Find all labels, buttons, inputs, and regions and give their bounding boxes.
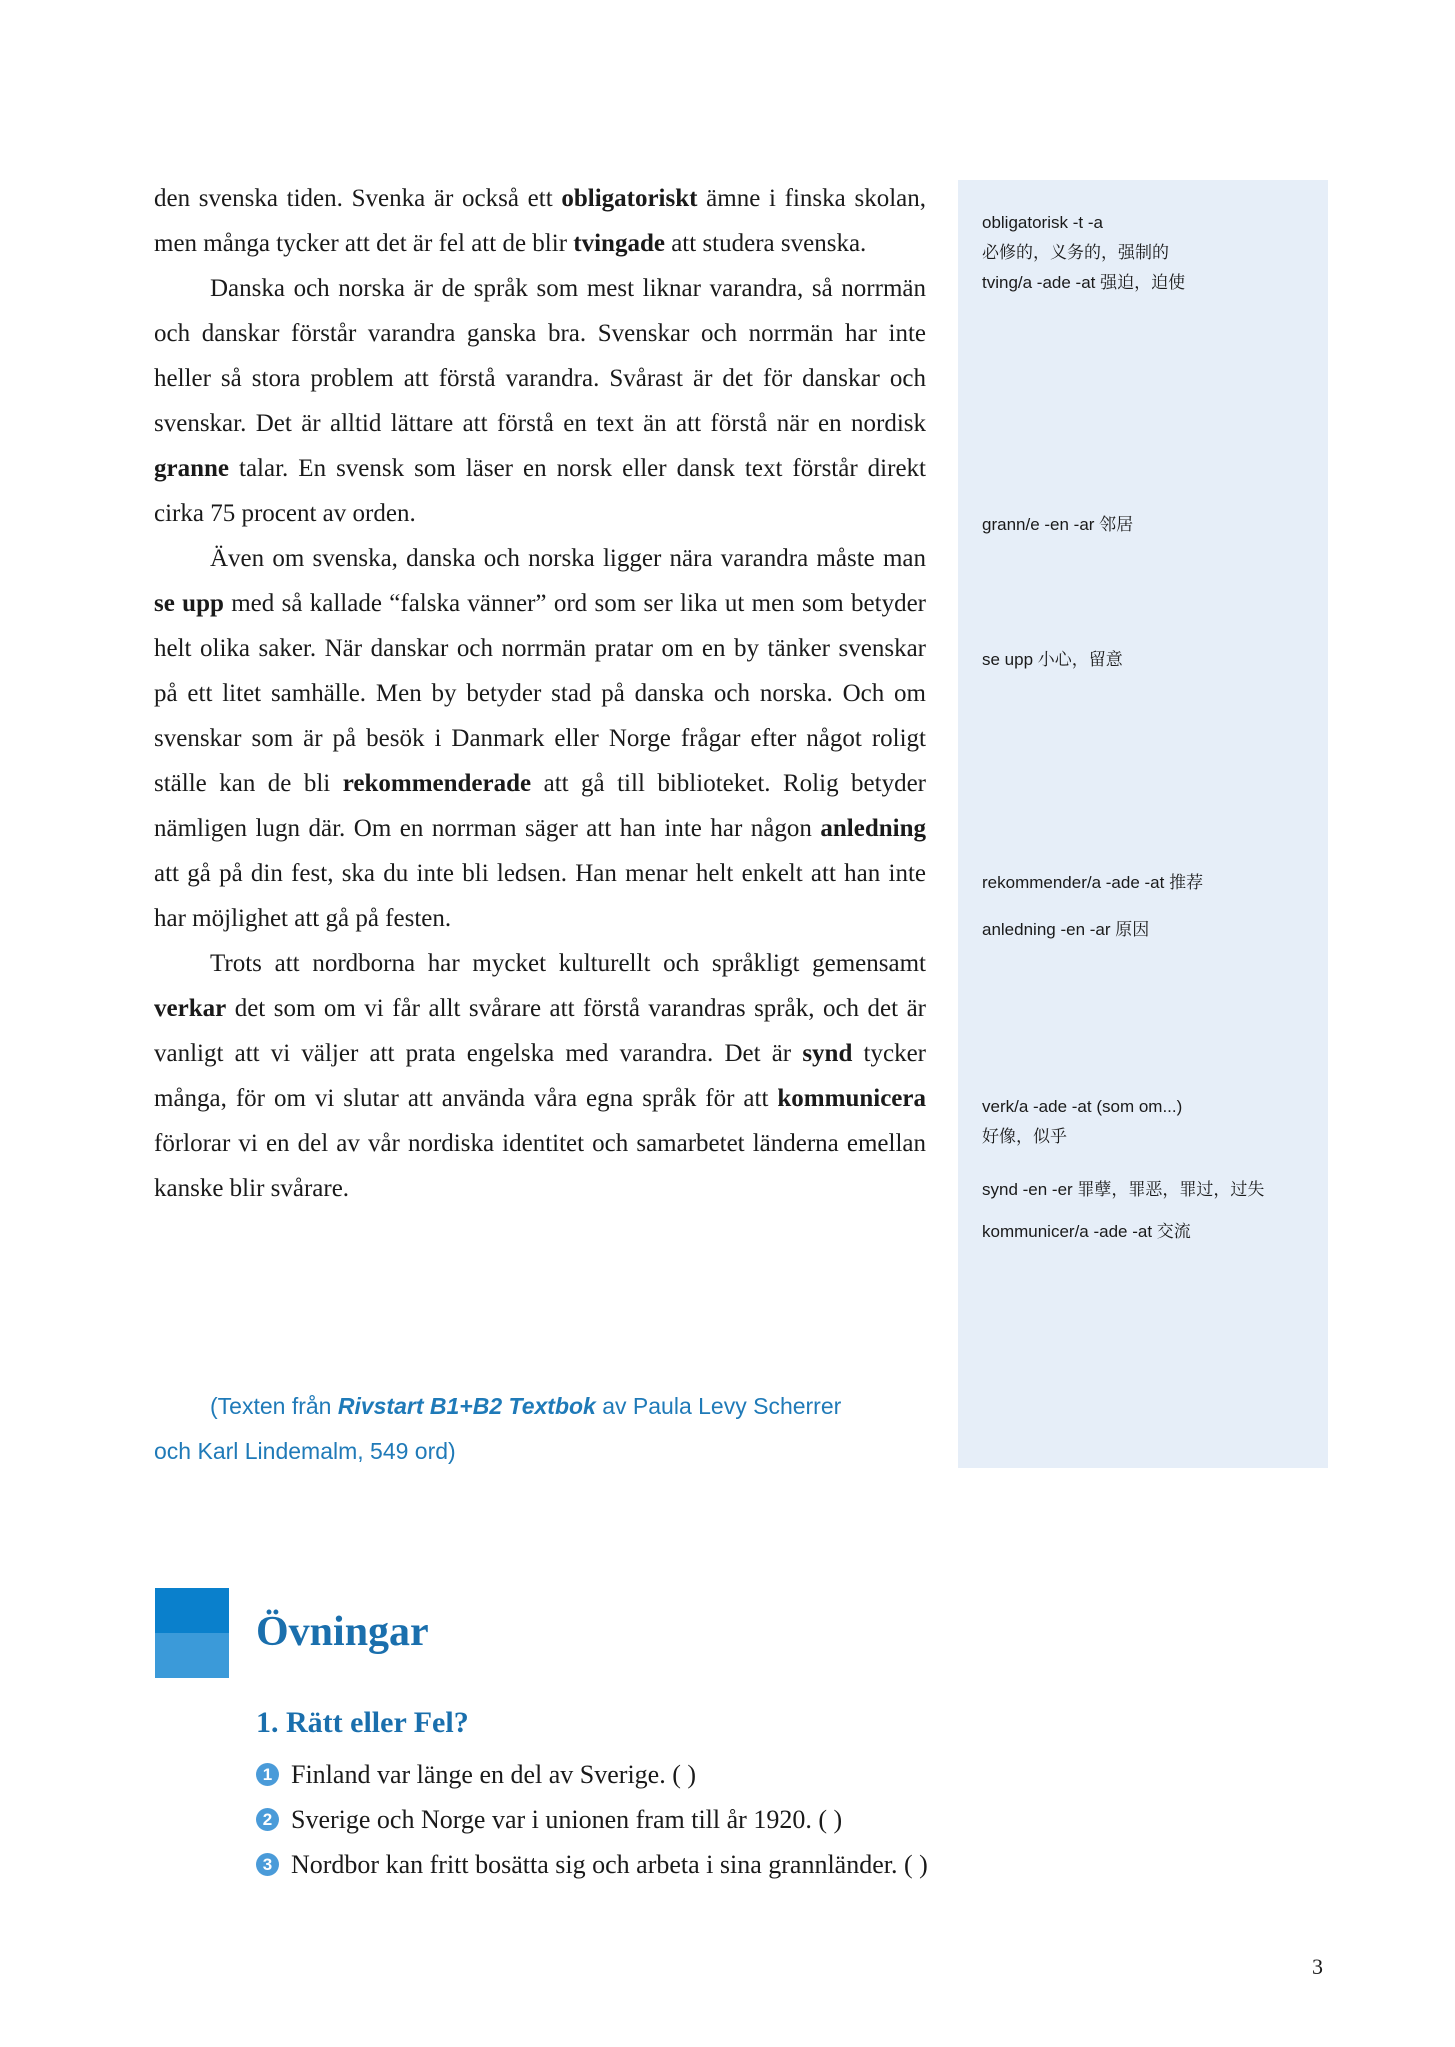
vocab-word: se upp: [154, 590, 224, 617]
page-number: 3: [1312, 1954, 1323, 1979]
vocab-word: obligatoriskt: [561, 185, 698, 212]
glossary-term: synd -en -er 罪孽，罪恶，罪过，过失: [982, 1180, 1265, 1199]
text-run: med så kallade “falska vänner” ord som ser lika ut men som betyder helt olika saker. När danskar och norrmän pratar om en by tänker svenskar på ett litet samhälle. Men by betyder stad på danska och norska. Och om svenskar som är på besök i Danmark eller Norge frågar efter något roligt ställe kan de bli: [154, 590, 926, 797]
glossary-entry: [982, 1175, 1264, 1205]
glossary-entry: [982, 868, 1203, 898]
glossary-term: rekommender/a -ade -at 推荐: [982, 873, 1204, 892]
text-run: Danska och norska är de språk som mest liknar varandra, så norrmän och danskar förstår varandra ganska bra. Svenskar och norrmän har inte heller så stora problem att förstå varandra. Svårast är det för danskar och svenskar. Det är alltid lättare att förstå en text än att förstå när en nordisk: [154, 275, 926, 437]
glossary-term: verk/a -ade -at (som om...): [982, 1097, 1183, 1116]
exercise-statement: Sverige och Norge var i unionen fram till år 1920. ( ): [291, 1805, 843, 1834]
exercise-title: 1. Rätt eller Fel?: [256, 1706, 469, 1739]
vocab-word: synd: [802, 1040, 853, 1067]
text-run: Trots att nordborna har mycket kulturellt och språkligt gemensamt: [210, 950, 926, 977]
text-run: att gå på din fest, ska du inte bli ledsen. Han menar helt enkelt att han inte har möjlighet att gå på festen.: [154, 860, 926, 932]
paragraph-4: [154, 941, 926, 1211]
vocab-word: kommunicera: [777, 1085, 926, 1112]
text-run: ämne i finska skolan, men många tycker att det är fel att de blir: [154, 185, 926, 257]
exercise-statement: Finland var länge en del av Sverige. ( ): [291, 1760, 697, 1789]
text-run: det som om vi får allt svårare att förstå varandras språk, och det är vanligt att vi väljer att prata engelska med varandra. Det är: [154, 995, 926, 1067]
citation-line: [154, 1384, 926, 1429]
reading-text: [154, 176, 926, 1211]
text-run: tycker många, för om vi slutar att använda våra egna språk för att: [154, 1040, 926, 1112]
glossary-entry: [982, 268, 1185, 298]
glossary-term: kommunicer/a -ade -at 交流: [982, 1222, 1191, 1241]
number-1-icon: 1: [256, 1763, 279, 1786]
glossary-entry: [982, 645, 1123, 675]
text-run: att gå till biblioteket. Rolig betyder nämligen lugn där. Om en norrman säger att han inte har någon: [154, 770, 926, 842]
vocab-word: tvingade: [573, 230, 665, 257]
vocab-word: rekommenderade: [342, 770, 532, 797]
section-marker-icon: [155, 1588, 229, 1678]
paragraph-1: [154, 176, 926, 266]
exercise-list: [256, 1752, 928, 1887]
vocab-word: granne: [154, 455, 229, 482]
citation-line: och Karl Lindemalm, 549 ord): [154, 1438, 456, 1464]
exercise-item: [256, 1842, 928, 1887]
source-citation: [154, 1384, 926, 1474]
exercise-item: [256, 1752, 928, 1797]
glossary-entry: [982, 1217, 1191, 1247]
paragraph-2: [154, 266, 926, 536]
glossary-entry: [982, 510, 1133, 540]
glossary-entry: [982, 915, 1149, 945]
text-run: Även om svenska, danska och norska ligger nära varandra måste man: [210, 545, 926, 572]
glossary-definition: 好像，似乎: [982, 1127, 1067, 1146]
text-run: förlorar vi en del av vår nordiska identitet och samarbetet länderna emellan kanske blir svårare.: [154, 1130, 926, 1202]
exercise-item: [256, 1797, 928, 1842]
glossary-term: obligatorisk -t -a: [982, 213, 1103, 232]
glossary-term: tving/a -ade -at 强迫，迫使: [982, 273, 1186, 292]
text-run: talar. En svensk som läser en norsk eller dansk text förstår direkt cirka 75 procent av orden.: [154, 455, 926, 527]
citation-authors: av Paula Levy Scherrer: [595, 1393, 842, 1419]
exercise-statement: Nordbor kan fritt bosätta sig och arbeta i sina grannländer. ( ): [291, 1850, 928, 1879]
paragraph-3: [154, 536, 926, 941]
glossary-definition: 必修的，义务的，强制的: [982, 243, 1169, 262]
book-title: Rivstart B1+B2 Textbok: [337, 1393, 596, 1419]
text-run: den svenska tiden. Svenka är också ett: [154, 185, 562, 212]
glossary-term: anledning -en -ar 原因: [982, 920, 1150, 939]
number-2-icon: 2: [256, 1808, 279, 1831]
glossary-term: se upp 小心，留意: [982, 650, 1123, 669]
glossary-entry: [982, 1092, 1182, 1152]
vocab-word: anledning: [820, 815, 926, 842]
glossary-entry: [982, 208, 1169, 268]
vocab-word: verkar: [154, 995, 227, 1022]
glossary-sidebar: [958, 180, 1328, 1468]
number-3-icon: 3: [256, 1853, 279, 1876]
glossary-term: grann/e -en -ar 邻居: [982, 515, 1134, 534]
citation-prefix: (Texten från: [210, 1393, 338, 1419]
section-marker-top: [155, 1588, 229, 1633]
section-marker-bottom: [155, 1633, 229, 1678]
text-run: att studera svenska.: [664, 230, 867, 257]
section-title: Övningar: [256, 1609, 429, 1655]
